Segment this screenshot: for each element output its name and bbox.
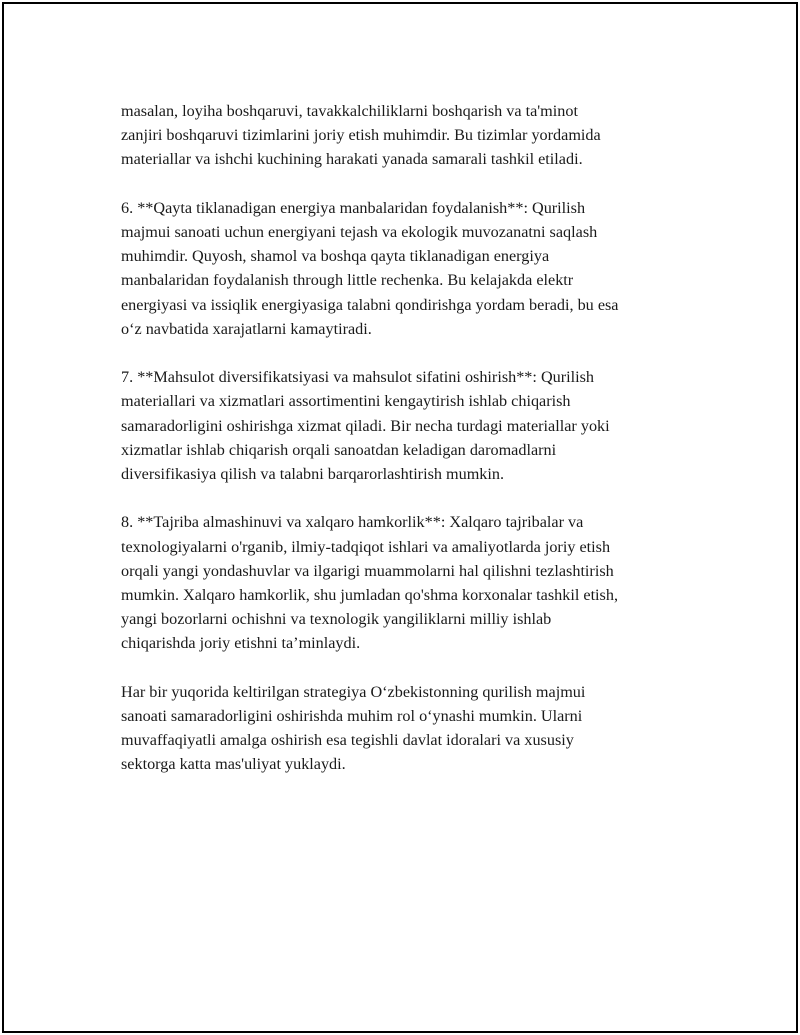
text-line: muvaffaqiyatli amalga oshirish esa tegishli davlat idoralari va xususiy xyxy=(121,731,574,750)
text-line: orqali yangi yondashuvlar va ilgarigi muammolarni hal qilishni tezlashtirish xyxy=(121,561,614,580)
paragraph-conclusion xyxy=(121,680,701,777)
text-line: Har bir yuqorida keltirilgan strategiya O‘zbekistonning qurilish majmui xyxy=(121,682,586,701)
page-frame xyxy=(2,2,798,1033)
paragraph-continuation xyxy=(121,99,701,172)
text-line: zanjiri boshqaruvi tizimlarini joriy etish muhimdir. Bu tizimlar yordamida xyxy=(121,126,601,145)
text-line: texnologiyalarni o'rganib, ilmiy-tadqiqot ishlari va amaliyotlarda joriy etish xyxy=(121,537,611,556)
paragraph-item-8 xyxy=(121,510,701,655)
text-line: majmui sanoati uchun energiyani tejash va ekologik muvozanatni saqlash xyxy=(121,223,598,241)
text-line: mumkin. Xalqaro hamkorlik, shu jumladan qo'shma korxonalar tashkil etish, xyxy=(121,586,618,605)
text-line: samaradorligini oshirishga xizmat qiladi. Bir necha turdagi materiallar yoki xyxy=(121,416,610,435)
document-body xyxy=(121,99,701,801)
text-line: materiallari va xizmatlari assortimentini kengaytirish ishlab chiqarish xyxy=(121,392,571,411)
text-line: chiqarishda joriy etishni ta’minlaydi. xyxy=(121,634,361,653)
paragraph-item-7 xyxy=(121,365,701,486)
text-line: energiyasi va issiqlik energiyasiga talabni qondirishga yordam beradi, bu esa xyxy=(121,295,619,314)
paragraph-item-6 xyxy=(121,196,701,341)
text-line: muhimdir. Quyosh, shamol va boshqa qayta tiklanadigan energiya xyxy=(121,247,550,266)
text-line: xizmatlar ishlab chiqarish orqali sanoatdan keladigan daromadlarni xyxy=(121,440,557,459)
text-line: diversifikasiya qilish va talabni barqarorlashtirish mumkin. xyxy=(121,465,505,484)
text-line: materiallar va ishchi kuchining harakati yanada samarali tashkil etiladi. xyxy=(121,150,583,169)
text-line: masalan, loyiha boshqaruvi, tavakkalchiliklarni boshqarish va ta'minot xyxy=(121,102,578,120)
text-line: o‘z navbatida xarajatlarni kamaytiradi. xyxy=(121,319,372,338)
text-line: manbalaridan foydalanish through little rechenka. Bu kelajakda elektr xyxy=(121,271,574,290)
text-line: sektorga katta mas'uliyat yuklaydi. xyxy=(121,755,346,774)
text-line: 8. **Tajriba almashinuvi va xalqaro hamkorlik**: Xalqaro tajribalar va xyxy=(121,513,584,532)
text-line: yangi bozorlarni ochishni va texnologik yangiliklarni milliy ishlab xyxy=(121,610,552,629)
text-line: 6. **Qayta tiklanadigan energiya manbalaridan foydalanish**: Qurilish xyxy=(121,198,586,217)
text-line: sanoati samaradorligini oshirishda muhim rol o‘ynashi mumkin. Ularni xyxy=(121,707,583,726)
text-line: 7. **Mahsulot diversifikatsiyasi va mahsulot sifatini oshirish**: Qurilish xyxy=(121,368,595,387)
